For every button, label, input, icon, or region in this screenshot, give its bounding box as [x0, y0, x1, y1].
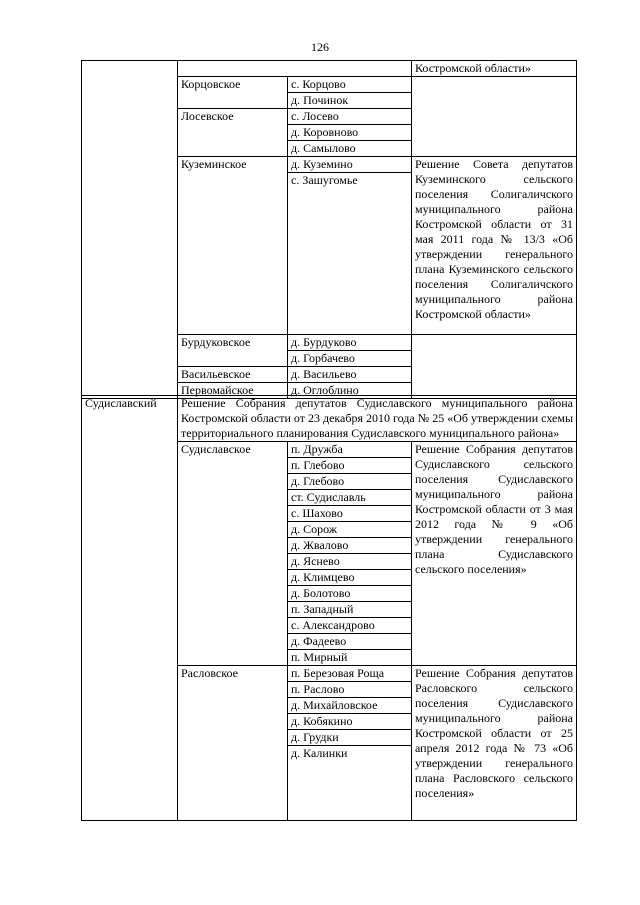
place-cell: д. Глебово	[288, 474, 412, 490]
place-cell: п. Мирный	[288, 650, 412, 666]
page-number: 126	[311, 40, 329, 54]
place-cell: д. Михайловское	[288, 698, 412, 714]
place-cell: с. Шахово	[288, 506, 412, 522]
table-row	[82, 396, 577, 442]
place-cell: д. Бурдуково	[288, 335, 412, 351]
decision-cell: Решение Совета депутатов Куземинского сельского поселения Солигаличского муниципального района Костромской области от 31 мая 2011 года № 13/3 «Об утверждении генерального плана Куземинского сельского поселения Солигаличского муниципального района Костромской области»	[412, 157, 577, 335]
district-table	[81, 395, 577, 821]
settlement-table	[81, 60, 577, 399]
settlement-name: Судиславское	[178, 442, 288, 666]
place-cell: п. Дружба	[288, 442, 412, 458]
place-cell: д. Коровново	[288, 125, 412, 141]
settlement-name: Первомайское	[178, 383, 288, 399]
decision-cell-continued: Костромской области»	[412, 61, 577, 77]
place-cell: д. Климцево	[288, 570, 412, 586]
place-cell: ст. Судиславль	[288, 490, 412, 506]
settlement-name: Бурдуковское	[178, 335, 288, 367]
place-cell: д. Жвалово	[288, 538, 412, 554]
place-cell: д. Куземино	[288, 157, 412, 173]
table-row	[82, 61, 577, 77]
place-cell: д. Горбачево	[288, 351, 412, 367]
place-cell: д. Болотово	[288, 586, 412, 602]
place-cell: с. Корцово	[288, 77, 412, 93]
place-cell: д. Васильево	[288, 367, 412, 383]
settlement-name: Васильевское	[178, 367, 288, 383]
place-cell: п. Березовая Роща	[288, 666, 412, 682]
place-cell: п. Раслово	[288, 682, 412, 698]
district-decision: Решение Собрания депутатов Судиславского муниципального района Костромской области от 23 декабря 2010 года № 25 «Об утверждении схемы территориального планирования Судиславского муниципального района»	[178, 396, 577, 442]
decision-cell-empty	[412, 77, 577, 157]
place-cell: с. Лосево	[288, 109, 412, 125]
district-cell-continued	[82, 61, 178, 399]
place-cell: с. Александрово	[288, 618, 412, 634]
place-cell: д. Фадеево	[288, 634, 412, 650]
place-cell: д. Грудки	[288, 730, 412, 746]
place-cell: д. Яснево	[288, 554, 412, 570]
place-cell: д. Оглоблино	[288, 383, 412, 399]
place-cell: д. Сорож	[288, 522, 412, 538]
place-cell: с. Зашугомье	[288, 173, 412, 335]
empty-cell	[178, 61, 412, 77]
decision-cell-empty	[412, 335, 577, 399]
place-cell: д. Кобякино	[288, 714, 412, 730]
decision-cell: Решение Собрания депутатов Расловского сельского поселения Судиславского муниципального района Костромской области от 25 апреля 2012 года № 73 «Об утверждении генерального плана Расловского сельского поселения»	[412, 666, 577, 821]
place-cell: п. Западный	[288, 602, 412, 618]
place-cell: п. Глебово	[288, 458, 412, 474]
decision-cell: Решение Собрания депутатов Судиславского сельского поселения Судиславского муниципального района Костромской области от 3 мая 2012 года № 9 «Об утверждении генерального плана Судиславского сельского поселения»	[412, 442, 577, 666]
settlement-name: Куземинское	[178, 157, 288, 335]
place-cell: д. Починок	[288, 93, 412, 109]
place-cell: д. Самылово	[288, 141, 412, 157]
settlement-name: Корцовское	[178, 77, 288, 109]
settlement-name: Расловское	[178, 666, 288, 821]
settlement-name: Лосевское	[178, 109, 288, 157]
place-cell: д. Калинки	[288, 746, 412, 821]
district-name: Судиславский	[82, 396, 178, 821]
